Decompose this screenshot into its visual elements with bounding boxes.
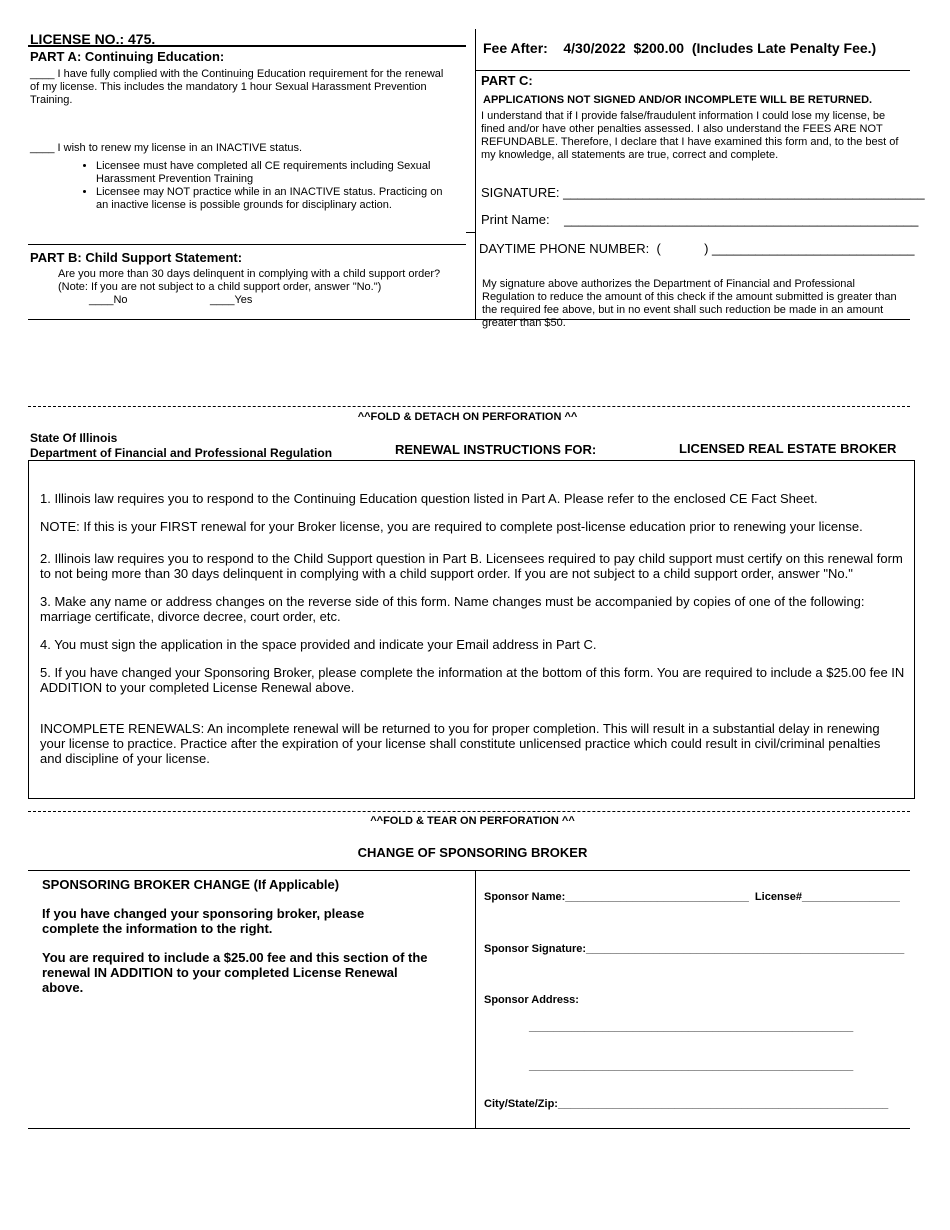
inactive-requirements-list xyxy=(78,160,456,212)
sponsor-bottom-line xyxy=(28,1128,910,1129)
part-b-top-line xyxy=(28,244,466,245)
top-bottom-line xyxy=(28,319,910,320)
print-name-field[interactable]: Print Name: _________________________________________________ xyxy=(481,212,919,227)
part-a-heading: PART A: Continuing Education: xyxy=(30,49,225,64)
child-support-yes-option[interactable]: ____Yes xyxy=(210,294,253,306)
instruction-1: 1. Illinois law requires you to respond to the Continuing Education question listed in Part A. Please refer to the enclosed CE Fact Sheet. xyxy=(40,491,818,506)
fee-bottom-line xyxy=(475,70,910,71)
instruction-4: 4. You must sign the application in the space provided and indicate your Email address in Part C. xyxy=(40,637,597,652)
sponsor-signature-field[interactable]: Sponsor Signature:____________________________________________________ xyxy=(484,943,905,955)
license-number: LICENSE NO.: 475. xyxy=(30,31,156,47)
certification-statement: I understand that if I provide false/fraudulent information I could lose my license, be fined and/or have other penalties assessed. I also understand the FEES ARE NOT REFUNDABLE. Therefore, I declare that I have examined this form and, to the best of my knowledge, all statements are true, correct and complete. xyxy=(481,110,899,161)
part-b-heading: PART B: Child Support Statement: xyxy=(30,250,243,265)
instruction-3: 3. Make any name or address changes on the reverse side of this form. Name changes must be accompanied by copies of one of the following: marriage certificate, divorce decree, court order, etc. xyxy=(40,594,865,624)
renewal-instructions-for: RENEWAL INSTRUCTIONS FOR: xyxy=(395,442,597,457)
incomplete-warning: APPLICATIONS NOT SIGNED AND/OR INCOMPLETE WILL BE RETURNED. xyxy=(483,94,873,106)
child-support-question: Are you more than 30 days delinquent in complying with a child support order? xyxy=(58,268,441,280)
sponsor-change-heading: SPONSORING BROKER CHANGE (If Applicable) xyxy=(42,877,340,892)
ce-complied-option[interactable]: ____ I have fully complied with the Continuing Education requirement for the renewal of my license. This includes the mandatory 1 hour Sexual Harassment Prevention Training. xyxy=(30,68,444,106)
change-sponsor-title: CHANGE OF SPONSORING BROKER xyxy=(357,845,588,860)
inactive-status-option[interactable]: ____ I wish to renew my license in an INACTIVE status. xyxy=(30,142,303,154)
instruction-5: 5. If you have changed your Sponsoring Broker, please complete the information at the bottom of this form. You are required to include a $25.00 fee IN ADDITION to your completed License Renewal above. xyxy=(40,665,905,695)
child-support-note: (Note: If you are not subject to a child support order, answer "No.") xyxy=(58,281,382,293)
sponsor-top-line xyxy=(28,870,910,871)
sponsor-address-line-1[interactable]: _____________________________________________________ xyxy=(529,1021,854,1033)
department-name: Department of Financial and Professional Regulation xyxy=(30,446,333,460)
part-c-heading: PART C: xyxy=(481,73,533,88)
daytime-phone-field[interactable]: DAYTIME PHONE NUMBER: ( ) ____________________________ xyxy=(479,241,915,256)
instruction-note: NOTE: If this is your FIRST renewal for your Broker license, you are required to complete post-license education prior to renewing your license. xyxy=(40,519,863,534)
sponsor-address-line-2[interactable]: _____________________________________________________ xyxy=(529,1060,854,1072)
check-authorization: My signature above authorizes the Department of Financial and Professional Regulation to reduce the amount of this check if the amount submitted is greater than the required fee above, but in no event shall such reduction be made in an amount greater than $50. xyxy=(482,278,897,329)
sponsor-address-label: Sponsor Address: xyxy=(484,994,579,1006)
sponsor-fee-notice: You are required to include a $25.00 fee and this section of the renewal IN ADDITION to your completed License Renewal above. xyxy=(42,950,428,995)
license-type: LICENSED REAL ESTATE BROKER xyxy=(679,441,897,456)
perforation-line-1 xyxy=(28,406,910,407)
top-divider-vertical xyxy=(475,29,476,319)
instruction-2: 2. Illinois law requires you to respond to the Child Support question in Part B. Licensees required to pay child support must certify on this renewal form to not being more than 30 days delinquent in complying with a child support order. If you are not subject to a child support order, answer "No." xyxy=(40,551,903,581)
inactive-bullet-practice: • Licensee may NOT practice while in an INACTIVE status. Practicing on an inactive license is possible grounds for disciplinary action. xyxy=(96,186,456,212)
child-support-no-option[interactable]: ____No xyxy=(89,294,128,306)
inactive-bullet-ce: • Licensee must have completed all CE requirements including Sexual Harassment Prevention Training xyxy=(96,160,456,186)
sponsor-change-instructions: If you have changed your sponsoring broker, please complete the information to the right. xyxy=(42,906,365,936)
signature-field[interactable]: SIGNATURE: __________________________________________________ xyxy=(481,185,925,200)
sponsor-name-field[interactable]: Sponsor Name:______________________________ License#________________ xyxy=(484,891,900,903)
license-underline xyxy=(28,45,466,47)
fold-tear-label: ^^FOLD & TEAR ON PERFORATION ^^ xyxy=(370,815,575,827)
sponsor-city-state-zip-field[interactable]: City/State/Zip:______________________________________________________ xyxy=(484,1098,889,1110)
state-of-illinois: State Of Illinois xyxy=(30,431,118,445)
perforation-line-2 xyxy=(28,811,910,812)
print-name-bottom-line xyxy=(466,232,476,233)
fold-detach-label: ^^FOLD & DETACH ON PERFORATION ^^ xyxy=(357,411,578,423)
incomplete-renewals: INCOMPLETE RENEWALS: An incomplete renewal will be returned to you for proper completion. This will result in a substantial delay in renewing your license to practice. Practice after the expiration of your license shall constitute unlicensed practice which could result in civil/criminal penalties and discipline of your license. xyxy=(40,721,881,766)
fee-after: Fee After: 4/30/2022 $200.00 (Includes Late Penalty Fee.) xyxy=(483,40,877,56)
sponsor-divider-vertical xyxy=(475,870,476,1129)
